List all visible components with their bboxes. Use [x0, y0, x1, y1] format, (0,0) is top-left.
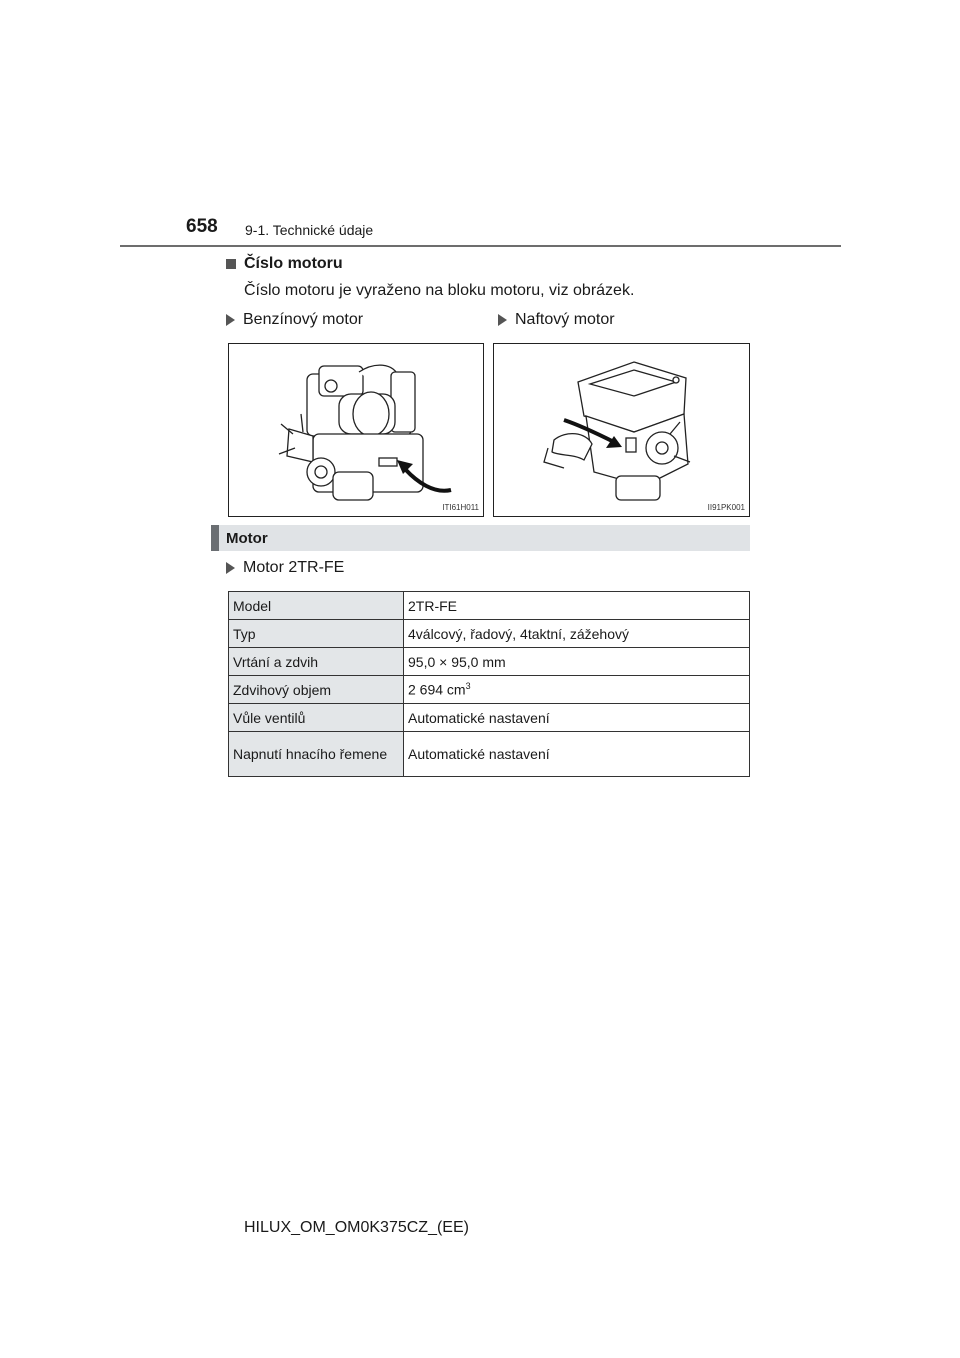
table-row: [229, 592, 750, 620]
motor-2trfe-label: [226, 559, 344, 577]
engine-spec-table: [228, 591, 750, 777]
engine-number-title: Číslo motoru: [244, 255, 343, 272]
table-row: [229, 732, 750, 777]
motor-2trfe-text: Motor 2TR-FE: [243, 559, 345, 576]
petrol-engine-illustration: [229, 344, 485, 518]
petrol-engine-label: [226, 311, 363, 329]
displacement-value: 2 694 cm: [408, 681, 466, 698]
diesel-engine-figure: [493, 343, 750, 517]
spec-label: Vrtání a zdvih: [229, 648, 404, 676]
petrol-engine-figure: [228, 343, 484, 517]
section-bar-accent: [211, 525, 219, 551]
table-row: [229, 704, 750, 732]
diesel-engine-text: Naftový motor: [515, 311, 615, 328]
table-row: [229, 620, 750, 648]
page-number: 658: [186, 216, 218, 237]
triangle-bullet-icon: [226, 562, 235, 574]
table-row: [229, 676, 750, 704]
petrol-figure-code: ITI61H011: [442, 503, 479, 512]
document-footer: HILUX_OM_OM0K375CZ_(EE): [244, 1219, 469, 1236]
displacement-unit-exponent: 3: [465, 681, 471, 692]
spec-label: Vůle ventilů: [229, 704, 404, 732]
diesel-figure-code: II91PK001: [707, 503, 745, 512]
triangle-bullet-icon: [226, 314, 235, 326]
motor-section-title: Motor: [226, 530, 268, 547]
spec-label: Typ: [229, 620, 404, 648]
engine-number-intro: Číslo motoru je vyraženo na bloku motoru, viz obrázek.: [244, 282, 635, 299]
motor-section-bar: [211, 525, 750, 551]
spec-label: Napnutí hnacího řemene: [229, 732, 404, 777]
header-rule: [120, 245, 841, 247]
spec-value: [404, 676, 750, 704]
engine-number-heading: [226, 255, 343, 273]
spec-label: Zdvihový objem: [229, 676, 404, 704]
spec-value: 2TR-FE: [404, 592, 750, 620]
spec-value: 4válcový, řadový, 4taktní, zážehový: [404, 620, 750, 648]
spec-value: Automatické nastavení: [404, 704, 750, 732]
triangle-bullet-icon: [498, 314, 507, 326]
section-title: 9-1. Technické údaje: [245, 222, 374, 238]
spec-value: Automatické nastavení: [404, 732, 750, 777]
square-bullet-icon: [226, 259, 236, 269]
diesel-engine-label: [498, 311, 615, 329]
spec-label: Model: [229, 592, 404, 620]
table-row: [229, 648, 750, 676]
spec-value: 95,0 × 95,0 mm: [404, 648, 750, 676]
petrol-engine-text: Benzínový motor: [243, 311, 364, 328]
diesel-engine-illustration: [494, 344, 751, 518]
